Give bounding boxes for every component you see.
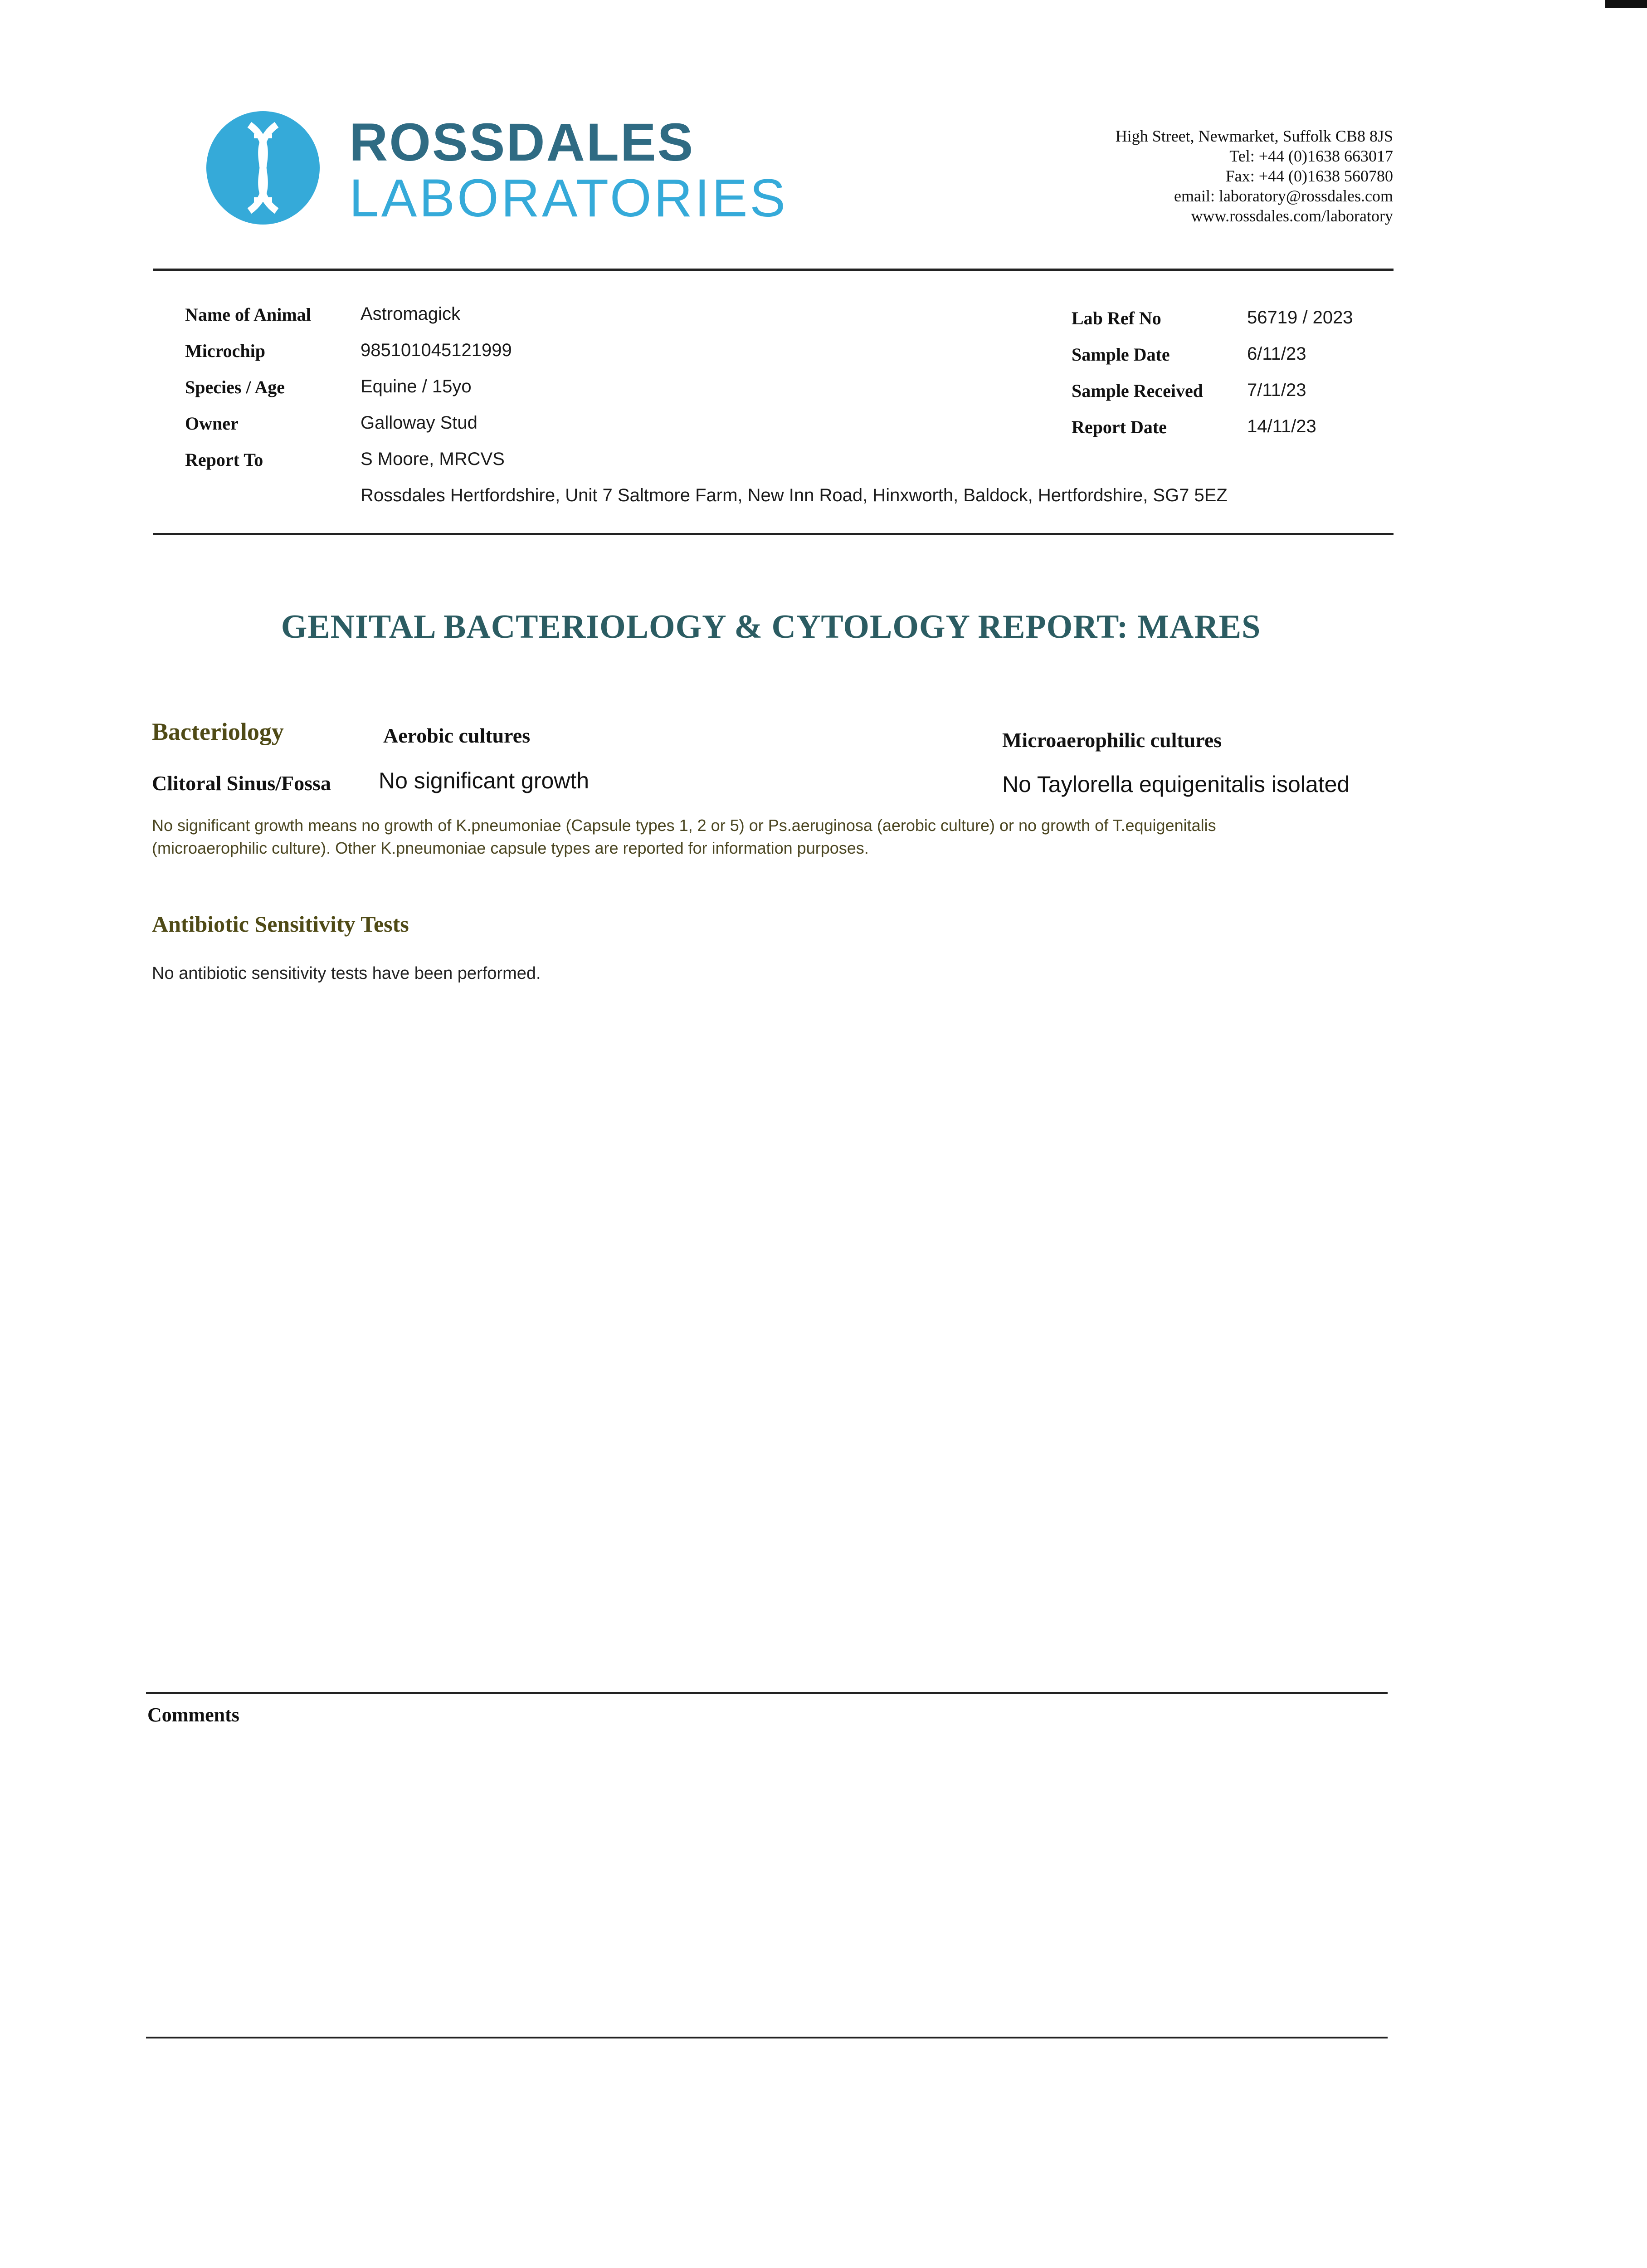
bacteriology-heading: Bacteriology	[152, 718, 284, 745]
aerobic-result: No significant growth	[379, 768, 590, 793]
comments-bottom-divider	[146, 2037, 1388, 2038]
comments-heading: Comments	[147, 1704, 239, 1726]
dna-logo-icon	[206, 111, 320, 225]
header-divider	[153, 269, 1394, 271]
value-owner: Galloway Stud	[361, 413, 478, 433]
contact-fax: Fax: +44 (0)1638 560780	[1225, 167, 1393, 185]
value-microchip: 985101045121999	[361, 340, 512, 360]
label-sample-received: Sample Received	[1072, 381, 1203, 401]
label-species-age: Species / Age	[185, 377, 285, 397]
microaerophilic-cultures-heading: Microaerophilic cultures	[1002, 728, 1222, 752]
label-microchip: Microchip	[185, 341, 266, 361]
value-sample-date: 6/11/23	[1247, 344, 1306, 364]
label-lab-ref-no: Lab Ref No	[1072, 308, 1161, 328]
logo-text-laboratories: LABORATORIES	[349, 168, 788, 228]
value-report-date: 14/11/23	[1247, 416, 1316, 436]
details-divider	[153, 533, 1394, 535]
bacteriology-note-line-2: (microaerophilic culture). Other K.pneumoniae capsule types are reported for information purposes.	[152, 839, 869, 857]
bacteriology-note-line-1: No significant growth means no growth of K.pneumoniae (Capsule types 1, 2 or 5) or Ps.aeruginosa (aerobic culture) or no growth of T.equigenitalis	[152, 816, 1216, 835]
contact-email: email: laboratory@rossdales.com	[1174, 187, 1393, 205]
contact-block	[1116, 126, 1393, 226]
label-report-date: Report Date	[1072, 417, 1167, 437]
label-report-to: Report To	[185, 450, 263, 470]
contact-website: www.rossdales.com/laboratory	[1191, 207, 1393, 225]
label-sample-date: Sample Date	[1072, 344, 1170, 365]
microaerophilic-result: No Taylorella equigenitalis isolated	[1002, 772, 1350, 797]
comments-top-divider	[146, 1692, 1388, 1694]
value-species-age: Equine / 15yo	[361, 376, 472, 396]
value-lab-ref-no: 56719 / 2023	[1247, 308, 1353, 327]
scan-mark	[1605, 0, 1647, 8]
sample-site-label: Clitoral Sinus/Fossa	[152, 772, 331, 795]
antibiotic-heading: Antibiotic Sensitivity Tests	[152, 911, 409, 937]
value-name-of-animal: Astromagick	[361, 304, 461, 324]
label-owner: Owner	[185, 413, 239, 434]
value-report-to-address: Rossdales Hertfordshire, Unit 7 Saltmore Farm, New Inn Road, Hinxworth, Baldock, Hertfordshire, SG7 5EZ	[361, 485, 1228, 505]
logo-text-rossdales: ROSSDALES	[349, 112, 695, 172]
value-report-to: S Moore, MRCVS	[361, 449, 505, 469]
aerobic-cultures-heading: Aerobic cultures	[383, 724, 531, 747]
report-title: GENITAL BACTERIOLOGY & CYTOLOGY REPORT: MARES	[281, 608, 1261, 645]
antibiotic-text: No antibiotic sensitivity tests have been performed.	[152, 964, 541, 983]
value-sample-received: 7/11/23	[1247, 380, 1306, 400]
contact-tel: Tel: +44 (0)1638 663017	[1229, 147, 1393, 165]
contact-address: High Street, Newmarket, Suffolk CB8 8JS	[1115, 127, 1393, 145]
label-name-of-animal: Name of Animal	[185, 304, 311, 325]
